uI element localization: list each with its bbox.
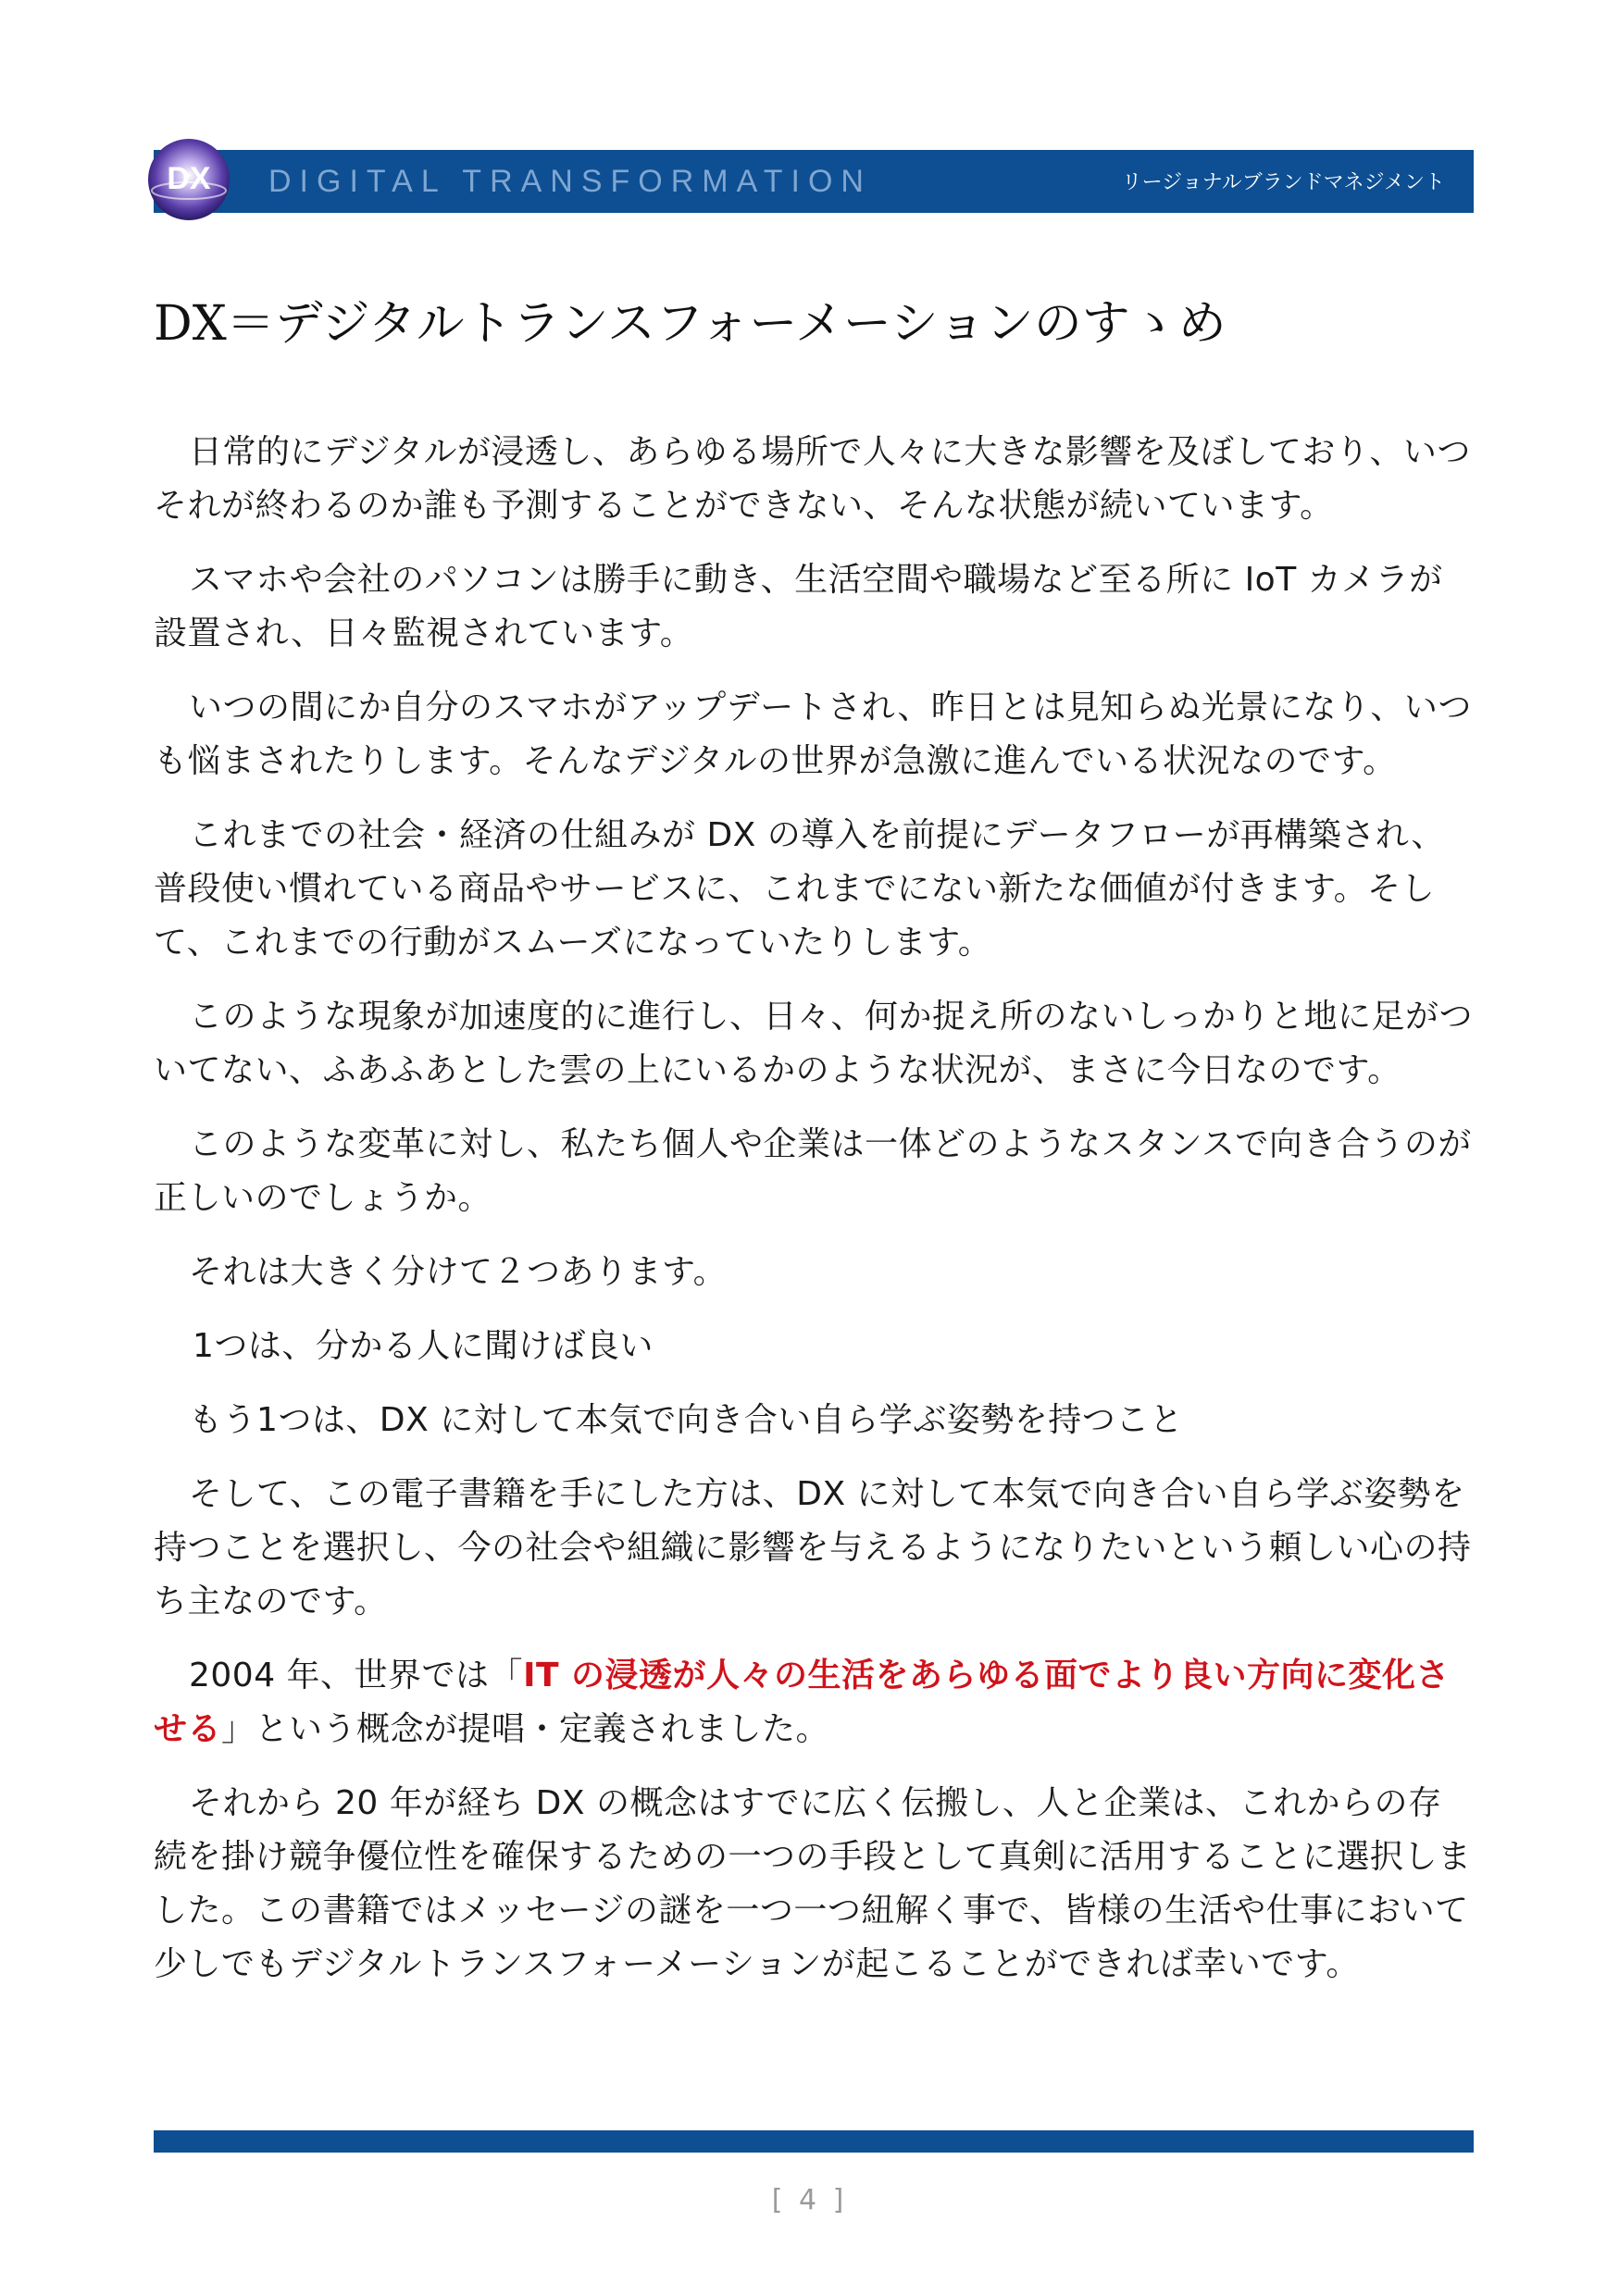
body-text [154, 426, 1474, 2012]
paragraph: それは大きく分けて２つあります。 [189, 1253, 728, 1291]
quote-paragraph [154, 1649, 1474, 1756]
quote-after: 」という概念が提唱・定義されました。 [221, 1710, 830, 1748]
paragraph: スマホや会社のパソコンは勝手に動き、生活空間や職場など至る所に IoT カメラが設置され、日々監視されています。 [154, 561, 1443, 652]
page-number: [ 4 ] [771, 2184, 848, 2216]
logo-text: DX [167, 161, 211, 196]
paragraph: そして、この電子書籍を手にした方は、DX に対して本気で向き合い自ら学ぶ姿勢を持つことを選択し、今の社会や組織に影響を与えるようになりたいという頼しい心の持ち主なのです。 [154, 1475, 1472, 1620]
paragraph: これまでの社会・経済の仕組みが DX の導入を前提にデータフローが再構築され、普段使い慣れている商品やサービスに、これまでにない新たな価値が付きます。そして、これまでの行動がスムーズになっていたりします。 [154, 816, 1445, 962]
page-title: DX＝デジタルトランスフォーメーションのすゝめ [154, 296, 1227, 352]
paragraph: もう1つは、DX に対して本気で向き合い自ら学ぶ姿勢を持つこと [189, 1401, 1184, 1439]
paragraph: このような変革に対し、私たち個人や企業は一体どのようなスタンスで向き合うのが正しいのでしょうか。 [154, 1125, 1472, 1217]
final-paragraph: それから 20 年が経ち DX の概念はすでに広く伝搬し、人と企業は、これからの存続を掛け競争優位性を確保するための一つの手段として真剣に活用することに選択しました。この書籍ではメッセージの謎を一つ一つ紐解く事で、皆様の生活や仕事において少しでもデジタルトランスフォーメーションが起こることができれば幸いです。 [154, 1784, 1472, 1983]
paragraph: いつの間にか自分のスマホがアップデートされ、昨日とは見知らぬ光景になり、いつも悩まされたりします。そんなデジタルの世界が急激に進んでいる状況なのです。 [154, 689, 1472, 780]
dx-logo-icon [144, 135, 233, 224]
paragraph: 1つは、分かる人に聞けば良い [193, 1327, 654, 1365]
paragraph: 日常的にデジタルが浸透し、あらゆる場所で人々に大きな影響を及ぼしており、いつそれが終わるのか誰も予測することができない、そんな状態が続いています。 [154, 433, 1471, 525]
highlighted-quote: IT の浸透が人々の生活をあらゆる面でより良い方向に変化させる [154, 1657, 1451, 1748]
header-title: DIGITAL TRANSFORMATION [268, 164, 872, 199]
quote-before: 2004 年、世界では「 [189, 1657, 524, 1694]
footer-bar [154, 2130, 1474, 2153]
header-subtitle: リージョナルブランドマネジメント [1121, 171, 1445, 194]
paragraph: このような現象が加速度的に進行し、日々、何か捉え所のないしっかりと地に足がついてない、ふあふあとした雲の上にいるかのような状況が、まさに今日なのです。 [154, 998, 1474, 1089]
